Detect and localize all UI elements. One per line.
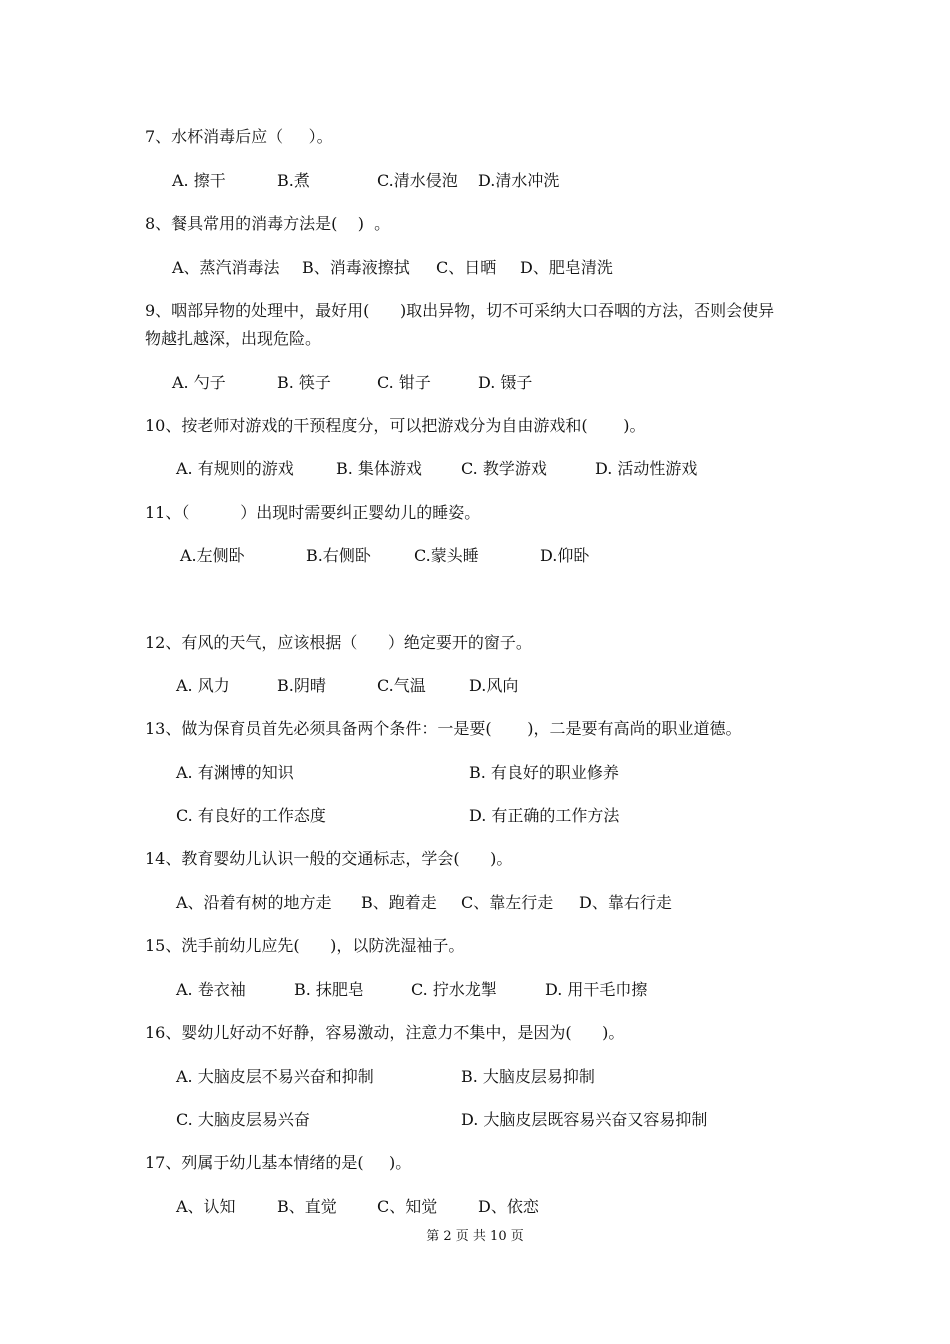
question-7-option-a: A. 擦干 — [172, 171, 226, 190]
question-8-option-a: A、蒸汽消毒法 — [172, 258, 280, 277]
question-10-option-d: D. 活动性游戏 — [595, 459, 698, 478]
question-11-option-c: C.蒙头睡 — [414, 546, 479, 565]
question-12-option-c: C.气温 — [377, 676, 426, 695]
question-17-option-a: A、认知 — [176, 1197, 236, 1216]
question-10-option-b: B. 集体游戏 — [336, 459, 422, 478]
question-11-option-a: A.左侧卧 — [180, 546, 245, 565]
question-16-stem: 16、婴幼儿好动不好静，容易激动，注意力不集中，是因为( )。 — [145, 1023, 625, 1042]
question-16-option-d: D. 大脑皮层既容易兴奋又容易抑制 — [461, 1110, 708, 1129]
question-11-stem: 11、（ ）出现时需要纠正婴幼儿的睡姿。 — [145, 503, 481, 522]
question-12-option-b: B.阴晴 — [277, 676, 326, 695]
question-12-stem: 12、有风的天气，应该根据（ ）绝定要开的窗子。 — [145, 633, 532, 652]
question-7-option-b: B.煮 — [277, 171, 310, 190]
question-7-option-d: D.清水冲洗 — [478, 171, 560, 190]
question-16-option-a: A. 大脑皮层不易兴奋和抑制 — [176, 1067, 374, 1086]
question-12-option-a: A. 风力 — [176, 676, 230, 695]
question-9-option-c: C. 钳子 — [377, 373, 431, 392]
question-13-stem: 13、做为保育员首先必须具备两个条件：一是要( )，二是要有高尚的职业道德。 — [145, 719, 742, 738]
question-16-option-b: B. 大脑皮层易抑制 — [461, 1067, 595, 1086]
question-9-stem-line-1: 9、咽部异物的处理中，最好用( )取出异物，切不可采纳大口吞咽的方法，否则会使异 — [145, 301, 775, 320]
question-17-option-b: B、直觉 — [277, 1197, 337, 1216]
question-8-option-d: D、肥皂清洗 — [520, 258, 613, 277]
question-13-option-b: B. 有良好的职业修养 — [469, 763, 619, 782]
question-15-option-c: C. 拧水龙掣 — [411, 980, 497, 999]
question-7-stem: 7、水杯消毒后应（ ）。 — [145, 127, 333, 146]
question-9-option-b: B. 筷子 — [277, 373, 331, 392]
question-14-option-a: A、沿着有树的地方走 — [176, 893, 332, 912]
question-9-option-d: D. 镊子 — [478, 373, 533, 392]
question-10-option-a: A. 有规则的游戏 — [176, 459, 294, 478]
question-14-option-b: B、跑着走 — [361, 893, 437, 912]
question-8-option-b: B、消毒液擦拭 — [302, 258, 410, 277]
question-15-option-a: A. 卷衣袖 — [176, 980, 246, 999]
question-17-stem: 17、列属于幼儿基本情绪的是( )。 — [145, 1153, 412, 1172]
question-7-option-c: C.清水侵泡 — [377, 171, 458, 190]
question-14-option-d: D、靠右行走 — [579, 893, 672, 912]
page-footer: 第 2 页 共 10 页 — [426, 1229, 524, 1244]
question-15-option-d: D. 用干毛巾擦 — [545, 980, 648, 999]
question-14-stem: 14、教育婴幼儿认识一般的交通标志，学会( )。 — [145, 849, 513, 868]
question-10-stem: 10、按老师对游戏的干预程度分，可以把游戏分为自由游戏和( )。 — [145, 416, 646, 435]
question-13-option-c: C. 有良好的工作态度 — [176, 806, 326, 825]
question-13-option-d: D. 有正确的工作方法 — [469, 806, 620, 825]
question-11-option-d: D.仰卧 — [540, 546, 590, 565]
question-9-option-a: A. 勺子 — [172, 373, 226, 392]
question-15-option-b: B. 抹肥皂 — [294, 980, 364, 999]
question-14-option-c: C、靠左行走 — [461, 893, 554, 912]
question-12-option-d: D.风向 — [469, 676, 519, 695]
question-10-option-c: C. 教学游戏 — [461, 459, 547, 478]
question-17-option-d: D、依恋 — [478, 1197, 539, 1216]
question-8-option-c: C、日晒 — [436, 258, 497, 277]
question-11-option-b: B.右侧卧 — [306, 546, 371, 565]
question-8-stem: 8、餐具常用的消毒方法是( ) 。 — [145, 214, 391, 233]
question-13-option-a: A. 有渊博的知识 — [176, 763, 294, 782]
question-15-stem: 15、洗手前幼儿应先( )，以防洗湿袖子。 — [145, 936, 465, 955]
question-17-option-c: C、知觉 — [377, 1197, 438, 1216]
question-16-option-c: C. 大脑皮层易兴奋 — [176, 1110, 310, 1129]
question-9-stem-line-2: 物越扎越深，出现危险。 — [145, 329, 322, 348]
